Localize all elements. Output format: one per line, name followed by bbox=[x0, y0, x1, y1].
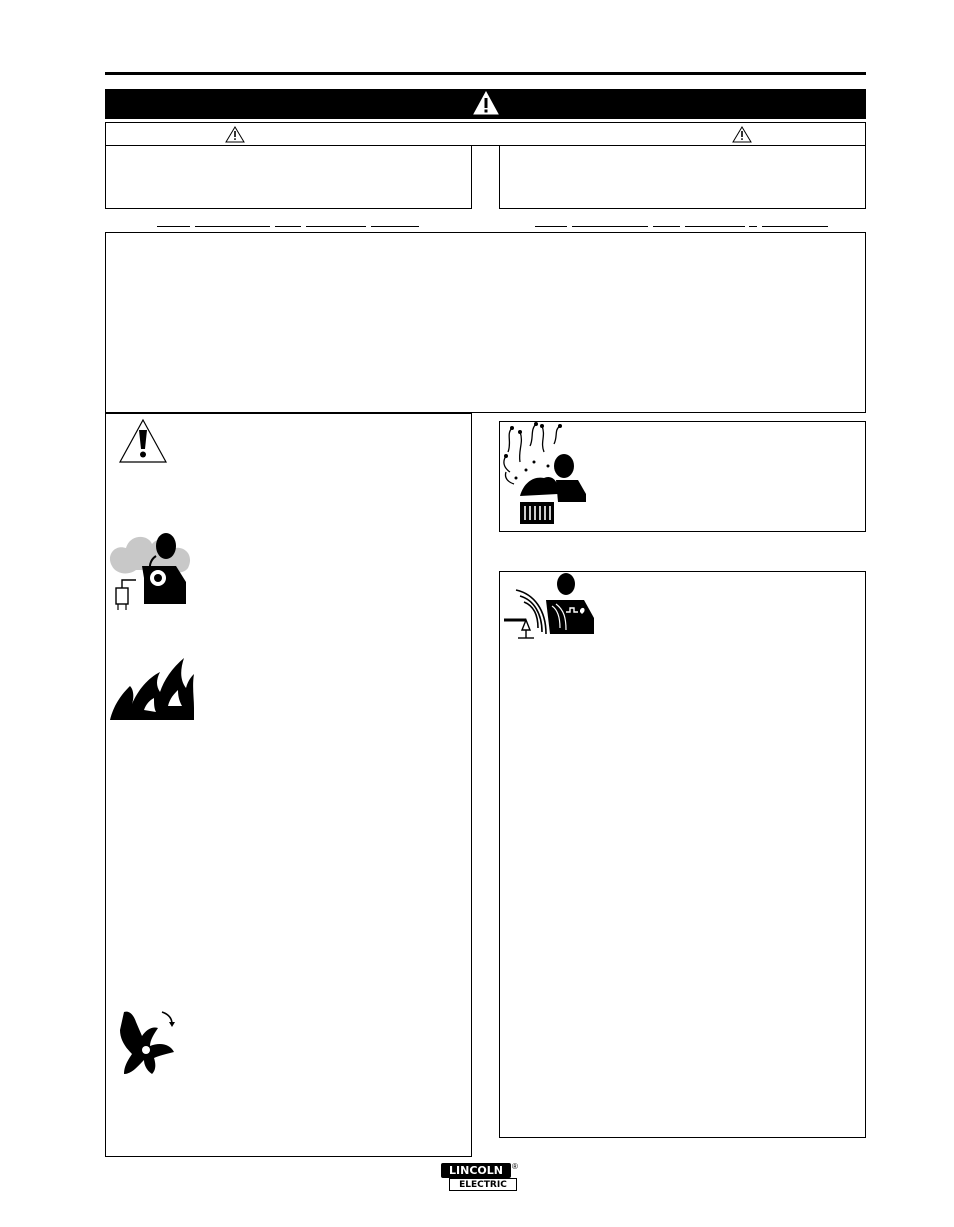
warning-banner bbox=[105, 89, 866, 119]
top-rule bbox=[105, 72, 866, 75]
battery-explosion-box bbox=[499, 421, 866, 532]
warning-triangle-icon bbox=[473, 91, 499, 115]
logo-line2: ELECTRIC bbox=[459, 1180, 507, 1190]
warning-triangle-icon bbox=[225, 126, 245, 143]
emf-hazard-box bbox=[499, 571, 866, 1138]
respirator-fumes-icon bbox=[106, 526, 196, 617]
logo-line1: LINCOLN bbox=[449, 1164, 503, 1177]
flames-icon bbox=[108, 654, 196, 727]
engine-hazards-column bbox=[105, 413, 472, 1157]
warning-triangle-icon bbox=[118, 418, 168, 464]
california-notice-engine bbox=[105, 145, 472, 209]
logo-registered-mark: ® bbox=[512, 1162, 518, 1171]
electromagnetic-field-icon bbox=[502, 572, 596, 653]
exploding-battery-icon bbox=[500, 422, 590, 533]
general-safety-intro-box bbox=[105, 232, 866, 413]
california-notice-gasoline bbox=[499, 145, 866, 209]
lincoln-electric-logo bbox=[441, 1163, 519, 1193]
hand-fan-blade-icon bbox=[116, 1008, 178, 1083]
california-notice-header bbox=[105, 122, 866, 146]
warning-triangle-icon bbox=[732, 126, 752, 143]
